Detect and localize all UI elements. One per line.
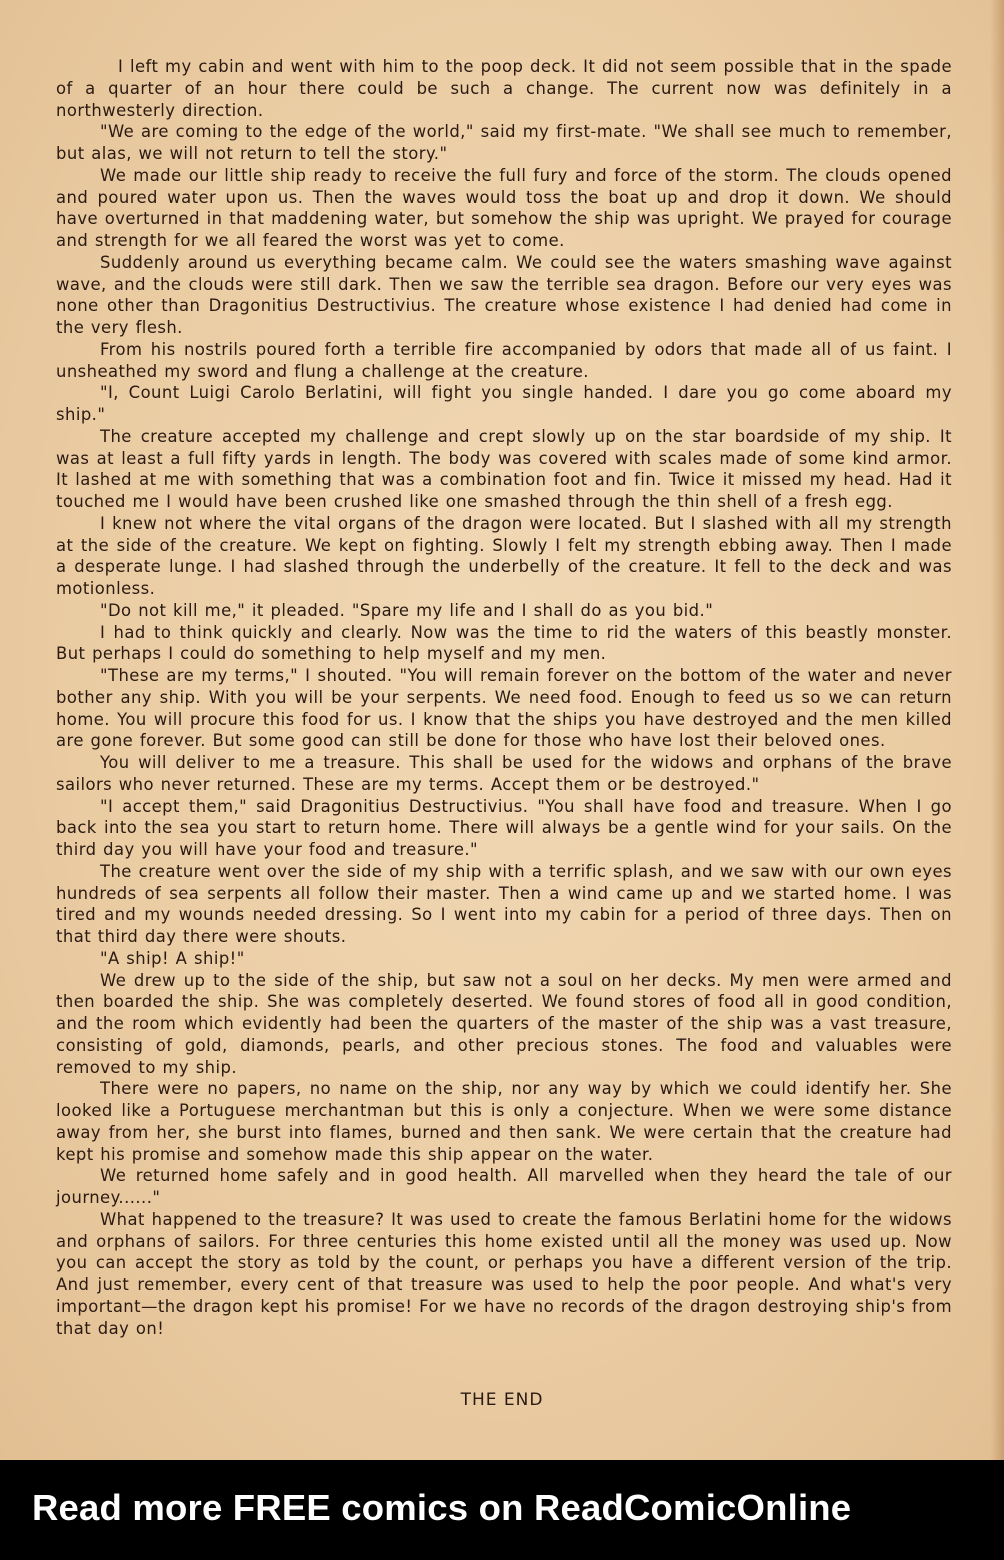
the-end-label: THE END [460,1390,544,1410]
story-paragraph: Suddenly around us everything became calm. We could see the waters smashing wave against wave, and the clouds were still dark. Then we saw the terrible sea dragon. Before our very eyes was none other than Dragonitius Destructivius. The creature whose existence I had denied had come in the very flesh. [56,252,952,337]
promo-banner-text[interactable]: Read more FREE comics on ReadComicOnline [32,1487,852,1528]
story-paragraph: "Do not kill me," it pleaded. "Spare my life and I shall do as you bid." [100,600,714,620]
story-paragraph: The creature went over the side of my ship with a terrific splash, and we saw with our own eyes hundreds of sea serpents all follow their master. Then a wind came up and we started home. I was tired and my wounds needed dressing. So I went into my cabin for a period of three days. Then on that third day there were shouts. [56,861,952,946]
story-paragraph: "I, Count Luigi Carolo Berlatini, will fight you single handed. I dare you go come aboard my ship." [56,383,952,424]
story-paragraph: I knew not where the vital organs of the dragon were located. But I slashed with all my strength at the side of the creature. We kept on fighting. Slowly I felt my strength ebbing away. Then I made a desperate lunge. I had slashed through the underbelly of the creature. It fell to the deck and was motionless. [56,513,952,598]
story-paragraph: We made our little ship ready to receive the full fury and force of the storm. The clouds opened and poured water upon us. Then the waves would toss the boat up and drop it down. We should have overturned in that maddening water, but somehow the ship was upright. We prayed for courage and strength for we all feared the worst was yet to come. [56,165,952,250]
story-paragraph: "We are coming to the edge of the world," said my first-mate. "We shall see much to remember, but alas, we will not return to tell the story." [56,122,952,163]
story-paragraph: "These are my terms," I shouted. "You will remain forever on the bottom of the water and never bother any ship. With you will be your serpents. We need food. Enough to feed us so we can return home. You will procure this food for us. I know that the ships you have destroyed and the men killed are gone forever. But some good can still be done for those who have lost their beloved ones. [56,666,952,751]
story-paragraph: The creature accepted my challenge and crept slowly up on the star boardside of my ship. It was at least a full fifty yards in length. The body was covered with scales made of some kind armor. It lashed at me with something that was a combination foot and fin. Twice it missed my head. Had it touched me I would have been crushed like one smashed through the thin shell of a fresh egg. [56,426,952,511]
story-paragraph: From his nostrils poured forth a terrible fire accompanied by odors that made all of us faint. I unsheathed my sword and flung a challenge at the creature. [56,339,952,381]
story-paragraph: "I accept them," said Dragonitius Destructivius. "You shall have food and treasure. When I go back into the sea you start to return home. There will always be a gentle wind for your sails. On the third day you will have your food and treasure." [56,796,952,859]
promo-banner[interactable] [0,1460,1004,1560]
story-paragraph: I left my cabin and went with him to the poop deck. It did not seem possible that in the spade of a quarter of an hour there could be such a change. The current now was definitely in a northwesterly direction. [56,57,952,120]
story-paragraph: "A ship! A ship!" [100,948,245,968]
story-paragraph: There were no papers, no name on the ship, nor any way by which we could identify her. She looked like a Portuguese merchantman but this is only a conjecture. When we were some distance away from her, she burst into flames, burned and then sank. We were certain that the creature had kept his promise and somehow made this ship appear on the water. [56,1079,952,1164]
story-paragraph: We returned home safely and in good health. All marvelled when they heard the tale of our journey......" [56,1166,952,1207]
story-paragraph: You will deliver to me a treasure. This shall be used for the widows and orphans of the brave sailors who never returned. These are my terms. Accept them or be destroyed." [56,753,952,794]
story-text [56,56,952,1339]
story-paragraph: What happened to the treasure? It was used to create the famous Berlatini home for the widows and orphans of sailors. For three centuries this home existed until all the money was used up. Now you can accept the story as told by the count, or perhaps you have a different version of the trip. And just remember, every cent of that treasure was used to help the poor people. And what's very important—the dragon kept his promise! For we have no records of the dragon destroying ship's from that day on! [56,1209,952,1338]
story-paragraph: We drew up to the side of the ship, but saw not a soul on her decks. My men were armed and then boarded the ship. She was completely deserted. We found stores of food all in good condition, and the room which evidently had been the quarters of the master of the ship was a vast treasure, consisting of gold, diamonds, pearls, and other precious stones. The food and valuables were removed to my ship. [56,970,952,1077]
story-paragraph: I had to think quickly and clearly. Now was the time to rid the waters of this beastly monster. But perhaps I could do something to help myself and my men. [56,622,952,664]
